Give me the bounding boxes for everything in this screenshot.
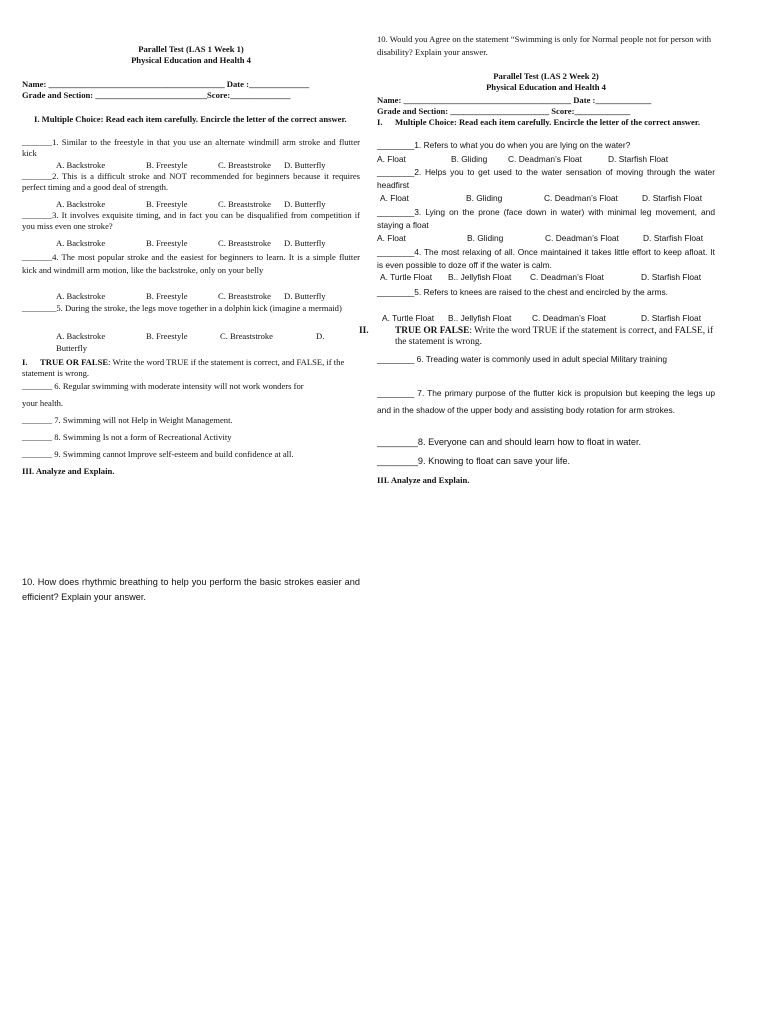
left-q3-choices (22, 238, 360, 249)
choice-a[interactable]: A. Backstroke (56, 291, 106, 301)
choice-d[interactable]: D. Butterfly (284, 160, 326, 170)
choice-c[interactable]: C. Breaststroke (218, 291, 271, 301)
left-q2-choices (22, 199, 360, 210)
part2-roman: II. (359, 326, 369, 336)
right-q5-choices (377, 313, 715, 324)
right-subtitle: Physical Education and Health 4 (486, 82, 606, 92)
right-part3: III. Analyze and Explain. (377, 475, 470, 485)
left-part3: III. Analyze and Explain. (22, 466, 115, 476)
choice-d[interactable]: D. Starfish Float (608, 154, 669, 164)
left-q1: _______1. Similar to the freestyle in that you use an alternate windmill arm stroke and flutter kick (22, 137, 360, 159)
choice-c[interactable]: C. Deadman’s Float (532, 313, 606, 323)
right-q6: ________ 6. Treading water is commonly used in adult special Military training (377, 354, 668, 364)
right-name-line: Name: _______________________________________ Date :_____________ (377, 95, 652, 105)
choice-c[interactable]: C. Breaststroke (218, 199, 271, 209)
right-q8: ________8. Everyone can and should learn how to float in water. (377, 437, 642, 447)
left-part2 (22, 357, 360, 379)
choice-a[interactable]: A. Turtle Float (380, 272, 433, 282)
choice-c[interactable]: C. Breaststroke (220, 331, 273, 341)
part2-instructions: : Write the word TRUE if the statement is correct, and FALSE, if the statement is wrong. (22, 357, 345, 379)
part2-heading: TRUE OR FALSE (395, 326, 470, 336)
left-q4: _______4. The most popular stroke and the easiest for beginners to learn. It is a simple flutter kick and windmill arm motion, like the backstroke, only on your belly (22, 252, 360, 275)
right-q1: ________1. Refers to what you do when you are lying on the water? (377, 140, 631, 150)
choice-a[interactable]: A. Float (377, 154, 406, 164)
left-q6a: _______ 6. Regular swimming with moderate intensity will not work wonders for (22, 381, 304, 391)
choice-c[interactable]: C. Deadman’s Float (544, 193, 618, 203)
right-q2-choices (377, 193, 715, 204)
right-title: Parallel Test (LAS 2 Week 2) (493, 71, 599, 81)
choice-c[interactable]: C. Breaststroke (218, 238, 271, 248)
part1-roman: I. (377, 117, 383, 127)
right-q3: ________3. Lying on the prone (face down in water) with minimal leg movement, and staying a float (377, 207, 715, 230)
left-q8: _______ 8. Swimming Is not a form of Recreational Activity (22, 432, 232, 442)
left-q4-choices (22, 291, 360, 302)
right-q5: ________5. Refers to knees are raised to the chest and encircled by the arms. (377, 287, 668, 297)
right-q1-choices (377, 154, 715, 165)
right-q4: ________4. The most relaxing of all. Once maintained it takes little effort to keep afloat. It is even possible to doze off if the water is calm. (377, 247, 715, 270)
choice-c[interactable]: C. Deadman’s Float (545, 233, 619, 243)
right-q2: ________2. Helps you to get used to the water sensation of moving through the water headfirst (377, 167, 715, 190)
choice-b[interactable]: B.. Jellyfish Float (448, 313, 512, 323)
right-q4-choices (377, 272, 715, 283)
choice-a[interactable]: A. Backstroke (56, 160, 106, 170)
choice-d[interactable]: D. Butterfly (284, 199, 326, 209)
choice-c[interactable]: C. Deadman’s Float (530, 272, 604, 282)
right-grade-line: Grade and Section: _______________________ Score:_____________ (377, 106, 631, 116)
choice-d[interactable]: D. Starfish Float (641, 272, 702, 282)
part2-heading: TRUE OR FALSE (40, 357, 109, 367)
left-subtitle: Physical Education and Health 4 (131, 55, 251, 65)
left-grade-line: Grade and Section: __________________________Score:______________ (22, 90, 291, 100)
right-part2 (359, 326, 715, 348)
choice-a[interactable]: A. Backstroke (56, 238, 106, 248)
choice-d[interactable]: D. (316, 331, 325, 341)
part1-heading: Multiple Choice: Read each item carefully. Encircle the letter of the correct answer. (395, 117, 700, 127)
choice-c[interactable]: C. Breaststroke (218, 160, 271, 170)
choice-a[interactable]: A. Backstroke (56, 199, 106, 209)
choice-b[interactable]: B. Gliding (451, 154, 488, 164)
choice-d[interactable]: D. Butterfly (284, 238, 326, 248)
left-q5: ________5. During the stroke, the legs move together in a dolphin kick (imagine a mermaid) (22, 303, 342, 313)
choice-b[interactable]: B. Freestyle (146, 160, 188, 170)
choice-b[interactable]: B. Freestyle (146, 238, 188, 248)
choice-a[interactable]: A. Backstroke (56, 331, 106, 341)
choice-a[interactable]: A. Float (377, 233, 406, 243)
left-title: Parallel Test (LAS 1 Week 1) (138, 44, 244, 54)
left-q6b: your health. (22, 398, 64, 408)
choice-b[interactable]: B. Freestyle (146, 331, 188, 341)
left-q10: 10. How does rhythmic breathing to help you perform the basic strokes easier and efficient? Explain your answer. (22, 577, 360, 602)
left-q2: _______2. This is a difficult stroke and NOT recommended for beginners because it requires perfect timing and a good deal of strength. (22, 171, 360, 193)
part2-instructions: : Write the word TRUE if the statement is correct, and FALSE, if the statement is wrong. (395, 326, 714, 348)
part2-roman: I. (22, 357, 28, 367)
left-q1-choices (22, 160, 360, 171)
left-q3: _______3. It involves exquisite timing, and in fact you can be disqualified from competition if you miss even one stroke? (22, 210, 360, 232)
choice-b[interactable]: B.. Jellyfish Float (448, 272, 512, 282)
choice-d[interactable]: D. Butterfly (284, 291, 326, 301)
right-q3-choices (377, 233, 715, 244)
left-q5-butterfly[interactable]: Butterfly (56, 343, 88, 353)
choice-b[interactable]: B. Gliding (467, 233, 504, 243)
choice-b[interactable]: B. Freestyle (146, 199, 188, 209)
choice-c[interactable]: C. Deadman’s Float (508, 154, 582, 164)
choice-b[interactable]: B. Freestyle (146, 291, 188, 301)
choice-a[interactable]: A. Float (380, 193, 409, 203)
right-q10: 10. Would you Agree on the statement “Swimming is only for Normal people not for person with disability? Explain your answer. (377, 34, 712, 57)
choice-d[interactable]: D. Starfish Float (641, 313, 702, 323)
choice-b[interactable]: B. Gliding (466, 193, 503, 203)
left-q7: _______ 7. Swimming will not Help in Weight Management. (22, 415, 233, 425)
left-name-line: Name: _________________________________________ Date :______________ (22, 79, 310, 89)
right-part1 (377, 117, 715, 128)
right-q7: ________ 7. The primary purpose of the flutter kick is propulsion but keeping the legs up and in the shadow of the upper body and assisting body rotation for arm strokes. (377, 388, 715, 415)
choice-d[interactable]: D. Starfish Float (642, 193, 703, 203)
left-q9: _______ 9. Swimming cannot Improve self-esteem and build confidence at all. (22, 449, 294, 459)
right-q9: ________9. Knowing to float can save your life. (377, 456, 571, 466)
choice-d[interactable]: D. Starfish Float (643, 233, 704, 243)
choice-a[interactable]: A. Turtle Float (382, 313, 435, 323)
left-q5-choices (22, 331, 360, 342)
left-part1-heading: I. Multiple Choice: Read each item carefully. Encircle the letter of the correct answer. (34, 114, 347, 124)
